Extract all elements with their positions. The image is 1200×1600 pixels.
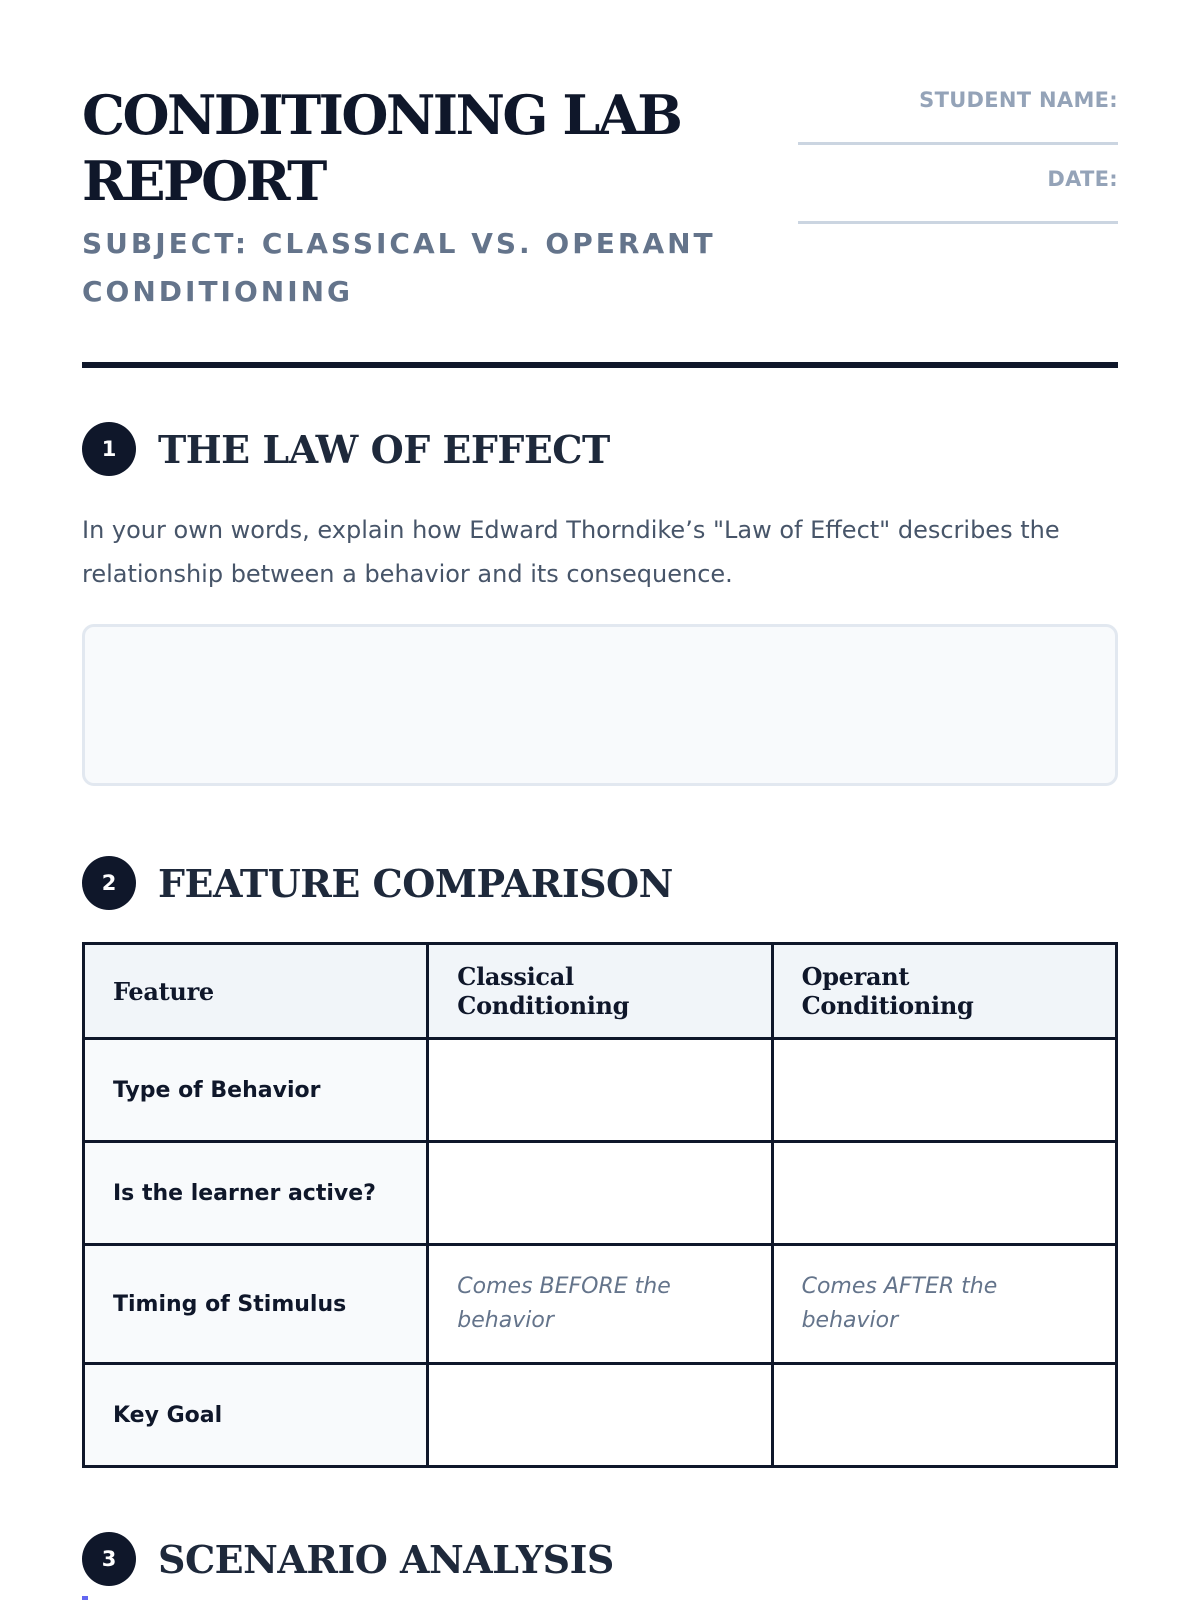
row-label: Key Goal xyxy=(84,1364,428,1467)
section-number-badge: 2 xyxy=(82,856,136,910)
title-block xyxy=(82,82,722,316)
row-label: Timing of Stimulus xyxy=(84,1245,428,1364)
section-scenario-analysis xyxy=(82,1532,1118,1586)
column-header-operant: Operant Conditioning xyxy=(772,944,1116,1039)
section-prompt: In your own words, explain how Edward Thorndike’s "Law of Effect" describes the relationship between a behavior and its consequence. xyxy=(82,516,1060,588)
report-header xyxy=(82,82,1118,316)
page-title: CONDITIONING LAB REPORT xyxy=(82,83,681,213)
student-name-field[interactable] xyxy=(798,112,1118,145)
column-header-feature: Feature xyxy=(84,944,428,1039)
accent-marker xyxy=(82,1596,88,1600)
page-subtitle: SUBJECT: CLASSICAL VS. OPERANT CONDITIONING xyxy=(82,227,716,308)
section-title: THE LAW OF EFFECT xyxy=(158,426,610,472)
student-name-label: STUDENT NAME: xyxy=(919,88,1118,112)
column-header-classical: Classical Conditioning xyxy=(428,944,772,1039)
operant-answer-cell[interactable] xyxy=(772,1364,1116,1467)
classical-hint-cell: Comes BEFORE the behavior xyxy=(428,1245,772,1364)
table-header-row xyxy=(84,944,1117,1039)
classical-answer-cell[interactable] xyxy=(428,1039,772,1142)
classical-answer-cell[interactable] xyxy=(428,1364,772,1467)
date-field[interactable] xyxy=(798,191,1118,224)
section-title: SCENARIO ANALYSIS xyxy=(158,1536,614,1582)
section-number-badge: 1 xyxy=(82,422,136,476)
student-meta xyxy=(798,88,1118,246)
header-divider xyxy=(82,362,1118,368)
table-row xyxy=(84,1142,1117,1245)
section-law-of-effect xyxy=(82,422,1118,476)
row-label: Type of Behavior xyxy=(84,1039,428,1142)
table-row xyxy=(84,1364,1117,1467)
row-label: Is the learner active? xyxy=(84,1142,428,1245)
date-label: DATE: xyxy=(1047,167,1118,191)
section-feature-comparison xyxy=(82,856,1118,910)
operant-hint-cell: Comes AFTER the behavior xyxy=(772,1245,1116,1364)
classical-answer-cell[interactable] xyxy=(428,1142,772,1245)
table-row xyxy=(84,1245,1117,1364)
section-number-badge: 3 xyxy=(82,1532,136,1586)
comparison-table xyxy=(82,942,1118,1468)
law-of-effect-answer-box[interactable] xyxy=(82,624,1118,786)
operant-answer-cell[interactable] xyxy=(772,1039,1116,1142)
table-row xyxy=(84,1039,1117,1142)
operant-answer-cell[interactable] xyxy=(772,1142,1116,1245)
section-title: FEATURE COMPARISON xyxy=(158,860,673,906)
